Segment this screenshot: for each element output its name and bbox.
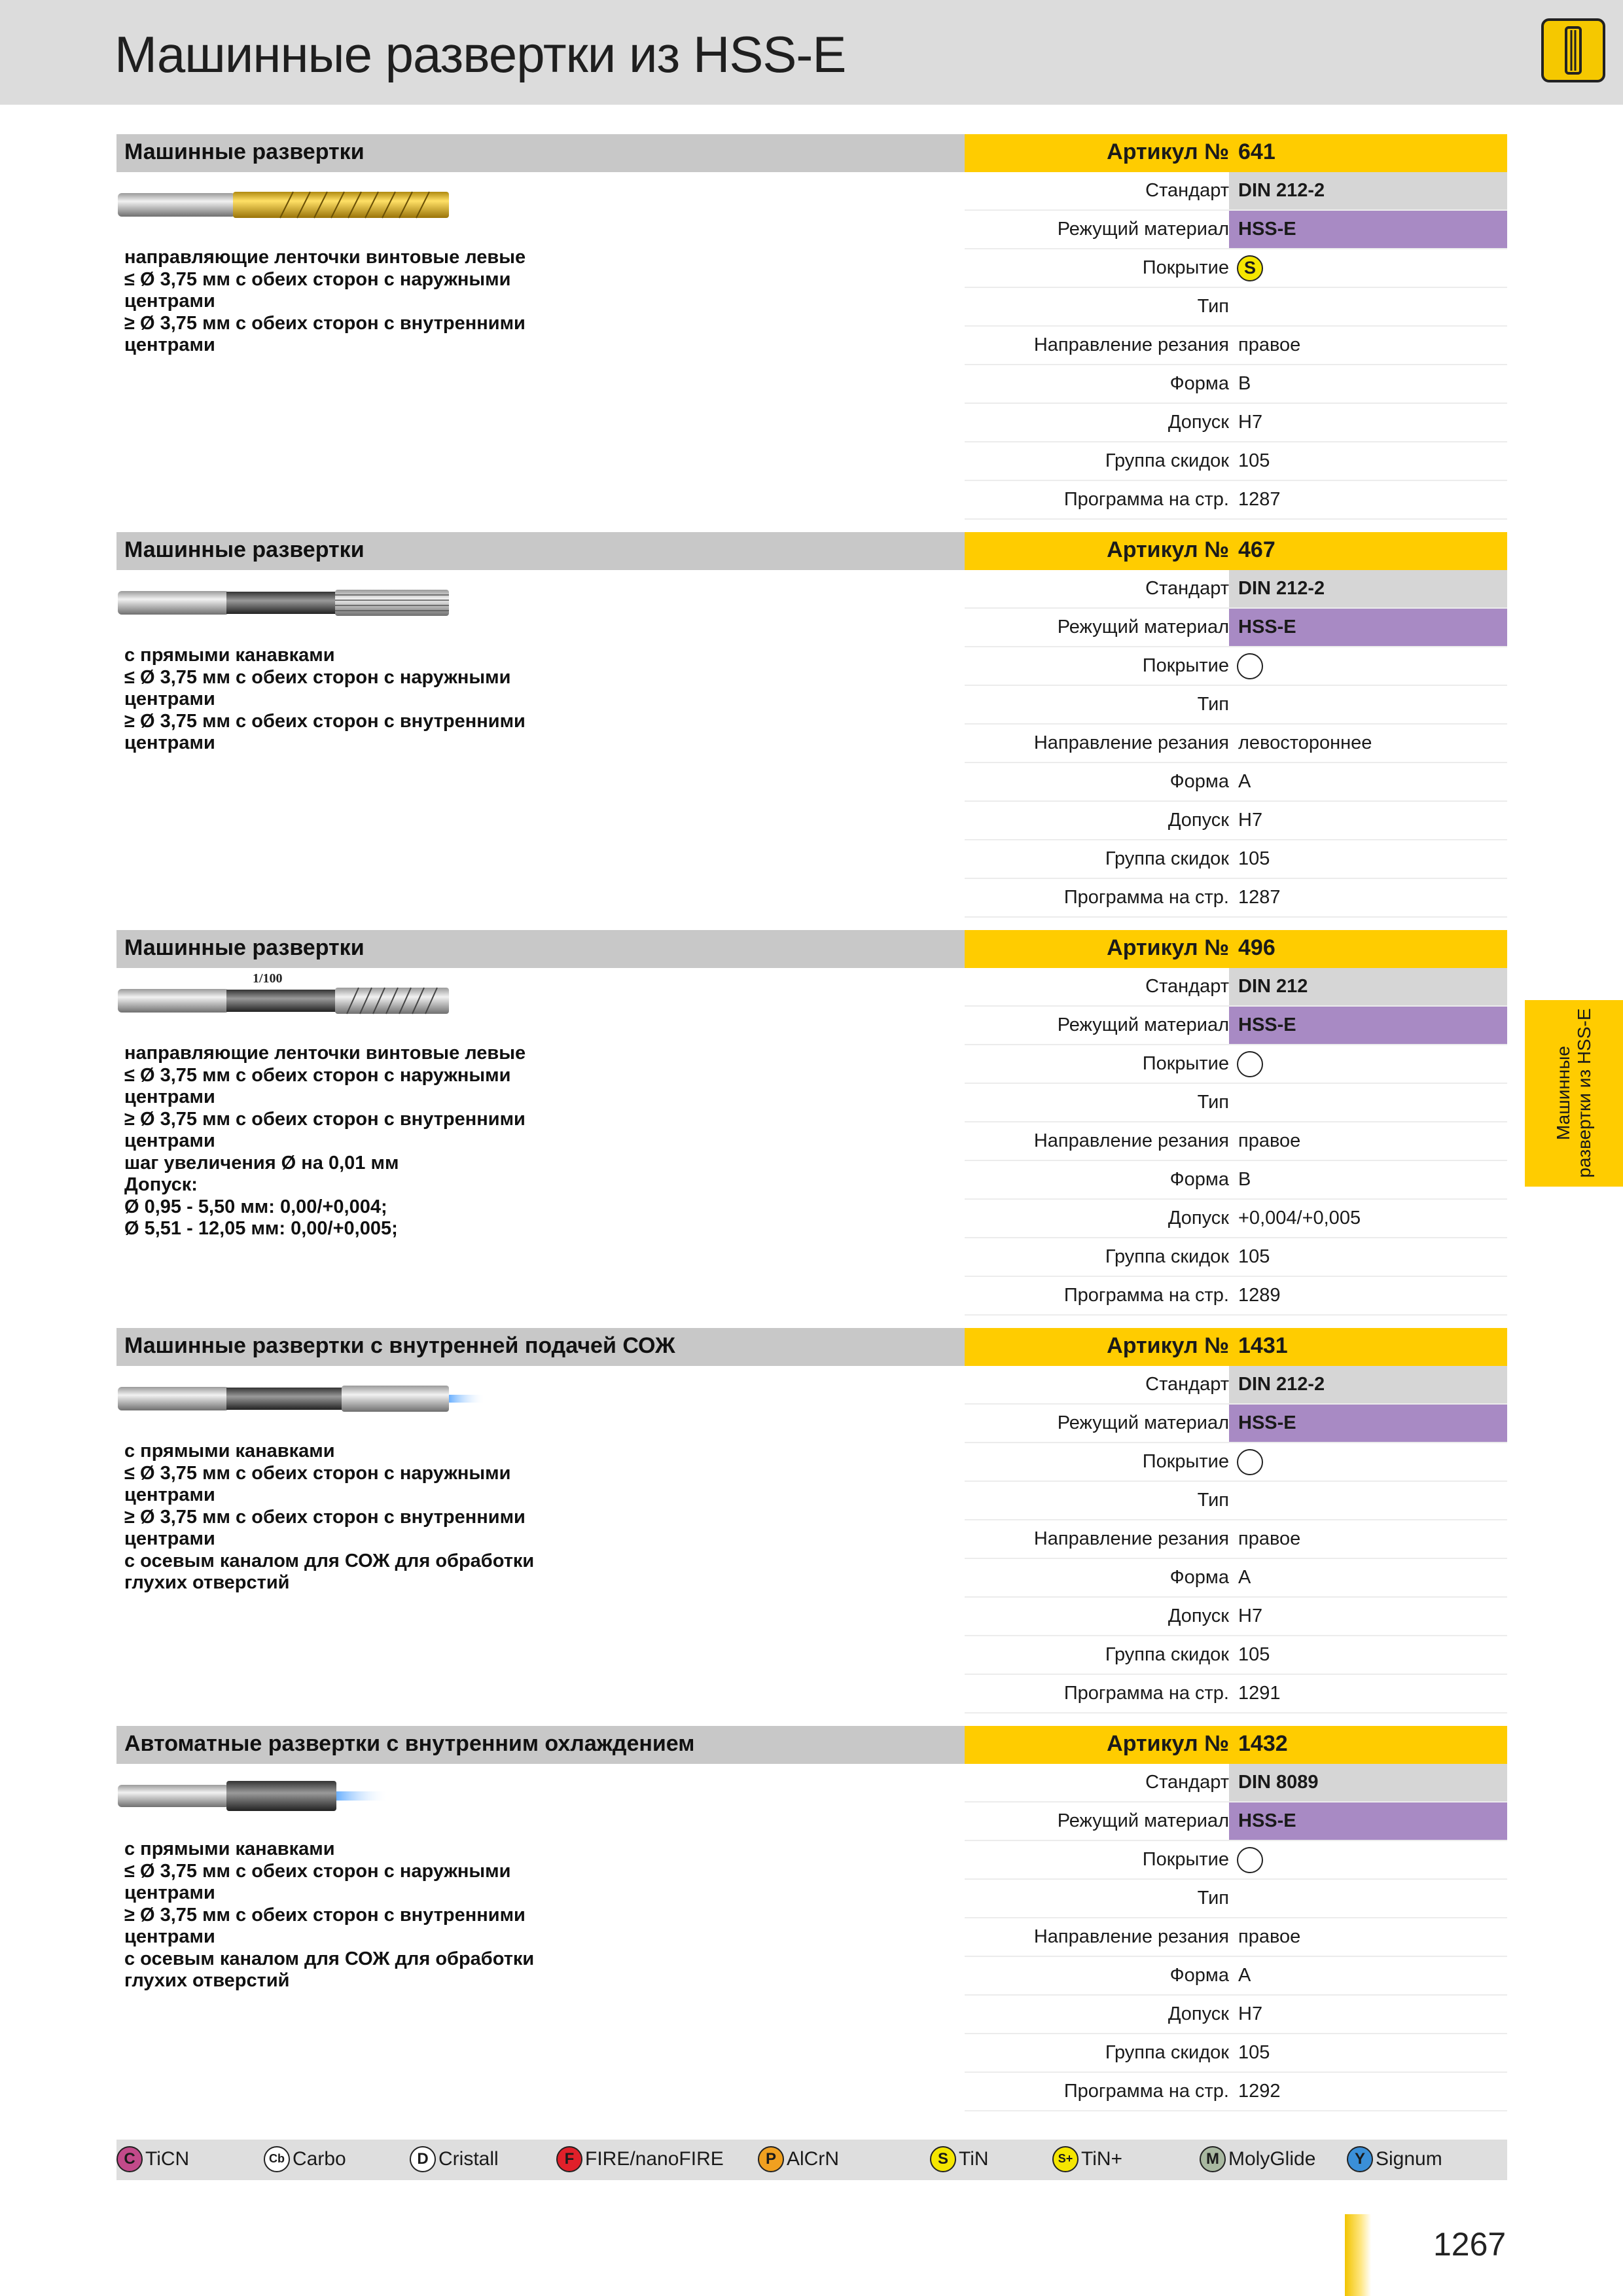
spec-value-text: DIN 212 bbox=[1238, 976, 1308, 997]
product-name: Машинные развертки с внутренней подачей СОЖ bbox=[124, 1333, 675, 1358]
spec-value-text: 1289 bbox=[1238, 1285, 1281, 1306]
tool-illustration bbox=[116, 1366, 457, 1431]
spec-value-material bbox=[1229, 609, 1507, 646]
spec-value-discount bbox=[1229, 1636, 1507, 1674]
spec-value-text: H7 bbox=[1238, 412, 1263, 433]
spec-label: Режущий материал bbox=[1057, 1014, 1229, 1035]
spec-label: Группа скидок bbox=[1105, 848, 1229, 869]
spec-row-discount bbox=[965, 2034, 1507, 2073]
spec-label: Стандарт bbox=[1145, 976, 1229, 997]
spec-value-form bbox=[1229, 1957, 1507, 1994]
spec-value-text: 105 bbox=[1238, 2042, 1270, 2063]
page-header bbox=[0, 0, 1623, 105]
spec-label: Группа скидок bbox=[1105, 1644, 1229, 1665]
legend-item bbox=[930, 2146, 989, 2175]
spec-value-text: A bbox=[1238, 1567, 1251, 1588]
spec-value-text: правое bbox=[1238, 1926, 1301, 1947]
spec-value-text: DIN 212-2 bbox=[1238, 180, 1325, 201]
product-block bbox=[116, 532, 1507, 918]
spec-value-text: 1291 bbox=[1238, 1683, 1281, 1704]
spec-label: Программа на стр. bbox=[1063, 489, 1229, 510]
spec-label: Покрытие bbox=[1142, 655, 1229, 676]
coating-none-icon bbox=[1237, 1449, 1263, 1475]
spec-value-standard bbox=[1229, 1764, 1507, 1801]
spec-value-material bbox=[1229, 1803, 1507, 1840]
spec-value-text: правое bbox=[1238, 1528, 1301, 1549]
spec-value-text: A bbox=[1238, 1965, 1251, 1986]
spec-label: Группа скидок bbox=[1105, 1246, 1229, 1267]
spec-row-type bbox=[965, 1084, 1507, 1122]
spec-label: Допуск bbox=[1168, 2003, 1229, 2024]
article-label: Артикул № bbox=[1107, 935, 1229, 960]
spec-value-direction bbox=[1229, 725, 1507, 762]
spec-label: Группа скидок bbox=[1105, 450, 1229, 471]
spec-label: Режущий материал bbox=[1057, 1412, 1229, 1433]
spec-value-program bbox=[1229, 1277, 1507, 1314]
spec-row-direction bbox=[965, 1918, 1507, 1957]
spec-row-direction bbox=[965, 327, 1507, 365]
spec-value-text: HSS-E bbox=[1238, 1412, 1296, 1433]
coating-cristall-icon: D bbox=[410, 2146, 436, 2172]
spec-row-standard bbox=[965, 968, 1507, 1007]
spec-value-tolerance bbox=[1229, 1200, 1507, 1237]
spec-value-text: правое bbox=[1238, 334, 1301, 355]
spec-row-material bbox=[965, 609, 1507, 647]
spec-row-tolerance bbox=[965, 802, 1507, 840]
spec-row-direction bbox=[965, 1122, 1507, 1161]
spec-value-standard bbox=[1229, 172, 1507, 209]
product-header bbox=[116, 930, 965, 968]
legend-item bbox=[1347, 2146, 1442, 2175]
spec-value-text: A bbox=[1238, 771, 1251, 792]
spec-value-discount bbox=[1229, 1238, 1507, 1276]
spec-row-form bbox=[965, 763, 1507, 802]
spec-label: Стандарт bbox=[1145, 578, 1229, 599]
spec-label: Тип bbox=[1197, 1888, 1229, 1909]
article-label: Артикул № bbox=[1107, 139, 1229, 164]
spec-table bbox=[965, 1366, 1507, 1713]
reamer-category-icon bbox=[1541, 18, 1605, 82]
spec-row-coating bbox=[965, 249, 1507, 288]
spec-label: Форма bbox=[1169, 771, 1229, 792]
coating-tin-icon: S bbox=[930, 2146, 956, 2172]
reamer-image bbox=[116, 968, 483, 1033]
spec-label: Направление резания bbox=[1033, 1130, 1229, 1151]
spec-value-form bbox=[1229, 1559, 1507, 1596]
tool-illustration bbox=[116, 172, 457, 238]
page-title: Машинные развертки из HSS-E bbox=[115, 26, 846, 83]
product-description: направляющие ленточки винтовые левые ≤ Ø 3,75 мм с обеих сторон с наружными центрами ≥ Ø 3,75 мм с обеих сторон с внутренними центрами шаг увеличения Ø на 0,01 мм Допуск: Ø 0,95 - 5,50 мм: 0,00/+0,004; Ø 5,51 - 12,05 мм: 0,00/+0,005; bbox=[124, 1043, 526, 1239]
spec-row-coating bbox=[965, 1841, 1507, 1880]
reamer-image bbox=[116, 570, 483, 636]
spec-label: Тип bbox=[1197, 1490, 1229, 1511]
spec-value-coating bbox=[1229, 249, 1507, 287]
product-name: Машинные развертки bbox=[124, 139, 365, 164]
spec-row-direction bbox=[965, 1520, 1507, 1559]
spec-label: Направление резания bbox=[1033, 1926, 1229, 1947]
chapter-tab[interactable] bbox=[1525, 1000, 1623, 1187]
spec-value-text: 1287 bbox=[1238, 489, 1281, 510]
article-header bbox=[965, 930, 1507, 968]
coating-ticn-icon: C bbox=[116, 2146, 143, 2172]
spec-value-text: DIN 212-2 bbox=[1238, 578, 1325, 599]
spec-value-direction bbox=[1229, 327, 1507, 364]
spec-label: Тип bbox=[1197, 1092, 1229, 1113]
legend-label: AlCrN bbox=[787, 2148, 839, 2170]
tool-illustration bbox=[116, 1764, 457, 1829]
article-header bbox=[965, 1726, 1507, 1764]
spec-label: Форма bbox=[1169, 1965, 1229, 1986]
spec-value-text: 105 bbox=[1238, 848, 1270, 869]
spec-row-coating bbox=[965, 1045, 1507, 1084]
legend-label: Signum bbox=[1376, 2148, 1442, 2170]
coating-signum-icon: Y bbox=[1347, 2146, 1373, 2172]
article-number[interactable]: 1432 bbox=[1238, 1731, 1288, 1756]
spec-label: Стандарт bbox=[1145, 180, 1229, 201]
article-header bbox=[965, 134, 1507, 172]
legend-label: FIRE/nanoFIRE bbox=[585, 2148, 724, 2170]
product-header bbox=[116, 1328, 965, 1366]
spec-value-text: DIN 8089 bbox=[1238, 1772, 1319, 1793]
product-description: с прямыми канавками ≤ Ø 3,75 мм с обеих сторон с наружными центрами ≥ Ø 3,75 мм с обеих сторон с внутренними центрами с осевым каналом для СОЖ для обработки глухих отверстий bbox=[124, 1441, 535, 1593]
article-label: Артикул № bbox=[1107, 537, 1229, 562]
spec-value-form bbox=[1229, 1161, 1507, 1198]
coating-none-icon bbox=[1237, 653, 1263, 679]
spec-row-discount bbox=[965, 1238, 1507, 1277]
legend-label: TiCN bbox=[145, 2148, 190, 2170]
spec-row-type bbox=[965, 1880, 1507, 1918]
coating-firenanofire-icon: F bbox=[556, 2146, 582, 2172]
product-name: Автоматные развертки с внутренним охлаждением bbox=[124, 1731, 695, 1756]
spec-row-program bbox=[965, 1277, 1507, 1316]
spec-row-type bbox=[965, 686, 1507, 725]
product-header bbox=[116, 1726, 965, 1764]
spec-label: Режущий материал bbox=[1057, 617, 1229, 637]
spec-table bbox=[965, 570, 1507, 918]
legend-item bbox=[758, 2146, 839, 2175]
spec-value-type bbox=[1229, 1482, 1507, 1519]
article-label: Артикул № bbox=[1107, 1731, 1229, 1756]
page-number: 1267 bbox=[1433, 2226, 1507, 2263]
spec-table bbox=[965, 1764, 1507, 2111]
spec-value-form bbox=[1229, 763, 1507, 800]
spec-value-text: 1287 bbox=[1238, 887, 1281, 908]
spec-value-discount bbox=[1229, 442, 1507, 480]
spec-value-discount bbox=[1229, 840, 1507, 878]
spec-value-text: B bbox=[1238, 373, 1251, 394]
legend-label: TiN bbox=[959, 2148, 989, 2170]
spec-row-tolerance bbox=[965, 1200, 1507, 1238]
spec-label: Стандарт bbox=[1145, 1772, 1229, 1793]
spec-row-form bbox=[965, 1957, 1507, 1996]
spec-value-material bbox=[1229, 1405, 1507, 1442]
spec-value-type bbox=[1229, 1880, 1507, 1917]
spec-row-tolerance bbox=[965, 1598, 1507, 1636]
spec-row-tolerance bbox=[965, 1996, 1507, 2034]
step-mark: 1/100 bbox=[253, 971, 283, 986]
spec-value-text: правое bbox=[1238, 1130, 1301, 1151]
spec-label: Покрытие bbox=[1142, 1451, 1229, 1472]
spec-label: Программа на стр. bbox=[1063, 887, 1229, 908]
article-number[interactable]: 1431 bbox=[1238, 1333, 1288, 1358]
article-number[interactable]: 641 bbox=[1238, 139, 1275, 164]
spec-label: Форма bbox=[1169, 373, 1229, 394]
spec-value-standard bbox=[1229, 570, 1507, 607]
spec-row-type bbox=[965, 288, 1507, 327]
spec-value-tolerance bbox=[1229, 1598, 1507, 1635]
legend-label: Carbo bbox=[293, 2148, 346, 2170]
spec-value-tolerance bbox=[1229, 802, 1507, 839]
spec-label: Стандарт bbox=[1145, 1374, 1229, 1395]
article-header bbox=[965, 1328, 1507, 1366]
tool-illustration bbox=[116, 968, 457, 1033]
spec-value-text: H7 bbox=[1238, 1605, 1263, 1626]
spec-label: Направление резания bbox=[1033, 334, 1229, 355]
spec-value-text: 105 bbox=[1238, 1644, 1270, 1665]
product-block bbox=[116, 930, 1507, 1316]
article-number[interactable]: 496 bbox=[1238, 935, 1275, 960]
spec-row-material bbox=[965, 211, 1507, 249]
coating-alcrn-icon: P bbox=[758, 2146, 784, 2172]
product-block bbox=[116, 1328, 1507, 1714]
spec-row-standard bbox=[965, 1366, 1507, 1405]
spec-row-standard bbox=[965, 1764, 1507, 1803]
product-description: с прямыми канавками ≤ Ø 3,75 мм с обеих сторон с наружными центрами ≥ Ø 3,75 мм с обеих сторон с внутренними центрами с осевым каналом для СОЖ для обработки глухих отверстий bbox=[124, 1839, 535, 1991]
spec-label: Допуск bbox=[1168, 412, 1229, 433]
spec-label: Форма bbox=[1169, 1169, 1229, 1190]
legend-item bbox=[264, 2146, 346, 2175]
legend-label: TiN+ bbox=[1081, 2148, 1123, 2170]
spec-label: Программа на стр. bbox=[1063, 2081, 1229, 2102]
spec-label: Программа на стр. bbox=[1063, 1683, 1229, 1704]
spec-row-coating bbox=[965, 647, 1507, 686]
spec-row-coating bbox=[965, 1443, 1507, 1482]
spec-row-material bbox=[965, 1803, 1507, 1841]
product-block bbox=[116, 1726, 1507, 2112]
spec-value-coating bbox=[1229, 647, 1507, 685]
spec-value-text: +0,004/+0,005 bbox=[1238, 1208, 1361, 1229]
spec-value-coating bbox=[1229, 1841, 1507, 1878]
spec-value-discount bbox=[1229, 2034, 1507, 2072]
product-name: Машинные развертки bbox=[124, 935, 365, 960]
spec-value-text: 105 bbox=[1238, 450, 1270, 471]
coating-legend bbox=[116, 2140, 1507, 2180]
spec-value-text: 1292 bbox=[1238, 2081, 1281, 2102]
spec-value-material bbox=[1229, 1007, 1507, 1044]
spec-row-standard bbox=[965, 570, 1507, 609]
legend-item bbox=[410, 2146, 499, 2175]
spec-value-text: HSS-E bbox=[1238, 1810, 1296, 1831]
spec-value-text: H7 bbox=[1238, 810, 1263, 831]
spec-row-direction bbox=[965, 725, 1507, 763]
spec-label: Покрытие bbox=[1142, 1849, 1229, 1870]
reamer-image bbox=[116, 172, 483, 238]
spec-label: Покрытие bbox=[1142, 257, 1229, 278]
spec-value-standard bbox=[1229, 968, 1507, 1005]
spec-label: Тип bbox=[1197, 296, 1229, 317]
spec-row-program bbox=[965, 481, 1507, 520]
spec-value-text: H7 bbox=[1238, 2003, 1263, 2024]
product-block bbox=[116, 134, 1507, 520]
spec-value-tolerance bbox=[1229, 404, 1507, 441]
reamer-image bbox=[116, 1366, 483, 1431]
product-header bbox=[116, 532, 965, 570]
spec-table bbox=[965, 172, 1507, 520]
spec-value-program bbox=[1229, 879, 1507, 916]
spec-label: Направление резания bbox=[1033, 1528, 1229, 1549]
product-name: Машинные развертки bbox=[124, 537, 365, 562]
spec-label: Допуск bbox=[1168, 1208, 1229, 1229]
spec-row-standard bbox=[965, 172, 1507, 211]
spec-value-coating bbox=[1229, 1045, 1507, 1083]
spec-label: Режущий материал bbox=[1057, 219, 1229, 240]
spec-row-discount bbox=[965, 840, 1507, 879]
spec-row-form bbox=[965, 1559, 1507, 1598]
reamer-image bbox=[116, 1764, 483, 1829]
spec-value-tolerance bbox=[1229, 1996, 1507, 2033]
legend-item bbox=[1052, 2146, 1122, 2175]
product-description: направляющие ленточки винтовые левые ≤ Ø 3,75 мм с обеих сторон с наружными центрами ≥ Ø 3,75 мм с обеих сторон с внутренними центрами bbox=[124, 247, 526, 355]
spec-label: Тип bbox=[1197, 694, 1229, 715]
spec-value-text: HSS-E bbox=[1238, 617, 1296, 637]
coating-molyglide-icon: M bbox=[1200, 2146, 1226, 2172]
legend-label: Cristall bbox=[438, 2148, 499, 2170]
spec-row-program bbox=[965, 1675, 1507, 1713]
spec-row-tolerance bbox=[965, 404, 1507, 442]
spec-row-discount bbox=[965, 442, 1507, 481]
spec-label: Режущий материал bbox=[1057, 1810, 1229, 1831]
spec-value-standard bbox=[1229, 1366, 1507, 1403]
spec-value-form bbox=[1229, 365, 1507, 403]
article-header bbox=[965, 532, 1507, 570]
coating-none-icon bbox=[1237, 1847, 1263, 1873]
spec-value-type bbox=[1229, 288, 1507, 325]
spec-value-type bbox=[1229, 1084, 1507, 1121]
spec-row-form bbox=[965, 1161, 1507, 1200]
coating-carbo-icon: Cb bbox=[264, 2146, 290, 2172]
spec-value-text: DIN 212-2 bbox=[1238, 1374, 1325, 1395]
article-number[interactable]: 467 bbox=[1238, 537, 1275, 562]
legend-item bbox=[116, 2146, 189, 2175]
product-header bbox=[116, 134, 965, 172]
spec-row-discount bbox=[965, 1636, 1507, 1675]
spec-value-coating bbox=[1229, 1443, 1507, 1480]
spec-row-program bbox=[965, 879, 1507, 918]
coating-tin-icon: S+ bbox=[1052, 2146, 1079, 2172]
spec-label: Допуск bbox=[1168, 810, 1229, 831]
legend-label: MolyGlide bbox=[1228, 2148, 1316, 2170]
coating-none-icon bbox=[1237, 1051, 1263, 1077]
spec-label: Форма bbox=[1169, 1567, 1229, 1588]
spec-value-text: B bbox=[1238, 1169, 1251, 1190]
spec-value-material bbox=[1229, 211, 1507, 248]
spec-label: Программа на стр. bbox=[1063, 1285, 1229, 1306]
legend-item bbox=[556, 2146, 724, 2175]
product-description: с прямыми канавками ≤ Ø 3,75 мм с обеих сторон с наружными центрами ≥ Ø 3,75 мм с обеих сторон с внутренними центрами bbox=[124, 645, 526, 753]
spec-row-form bbox=[965, 365, 1507, 404]
spec-value-type bbox=[1229, 686, 1507, 723]
legend-item bbox=[1200, 2146, 1315, 2175]
spec-value-program bbox=[1229, 481, 1507, 518]
spec-label: Направление резания bbox=[1033, 732, 1229, 753]
spec-label: Допуск bbox=[1168, 1605, 1229, 1626]
spec-value-text: левостороннее bbox=[1238, 732, 1372, 753]
spec-value-text: HSS-E bbox=[1238, 1014, 1296, 1035]
spec-value-program bbox=[1229, 1675, 1507, 1712]
coating-tin-icon: S bbox=[1237, 255, 1263, 281]
spec-label: Группа скидок bbox=[1105, 2042, 1229, 2063]
footer-accent bbox=[1345, 2214, 1371, 2296]
spec-value-text: HSS-E bbox=[1238, 219, 1296, 240]
spec-value-direction bbox=[1229, 1122, 1507, 1160]
spec-table bbox=[965, 968, 1507, 1316]
tool-illustration bbox=[116, 570, 457, 636]
spec-value-direction bbox=[1229, 1520, 1507, 1558]
spec-row-program bbox=[965, 2073, 1507, 2111]
article-label: Артикул № bbox=[1107, 1333, 1229, 1358]
spec-label: Покрытие bbox=[1142, 1053, 1229, 1074]
chapter-tab-label: Машинные развертки из HSS-E bbox=[1553, 1008, 1594, 1178]
spec-value-direction bbox=[1229, 1918, 1507, 1956]
spec-row-material bbox=[965, 1007, 1507, 1045]
spec-value-text: 105 bbox=[1238, 1246, 1270, 1267]
spec-row-material bbox=[965, 1405, 1507, 1443]
spec-value-program bbox=[1229, 2073, 1507, 2110]
spec-row-type bbox=[965, 1482, 1507, 1520]
